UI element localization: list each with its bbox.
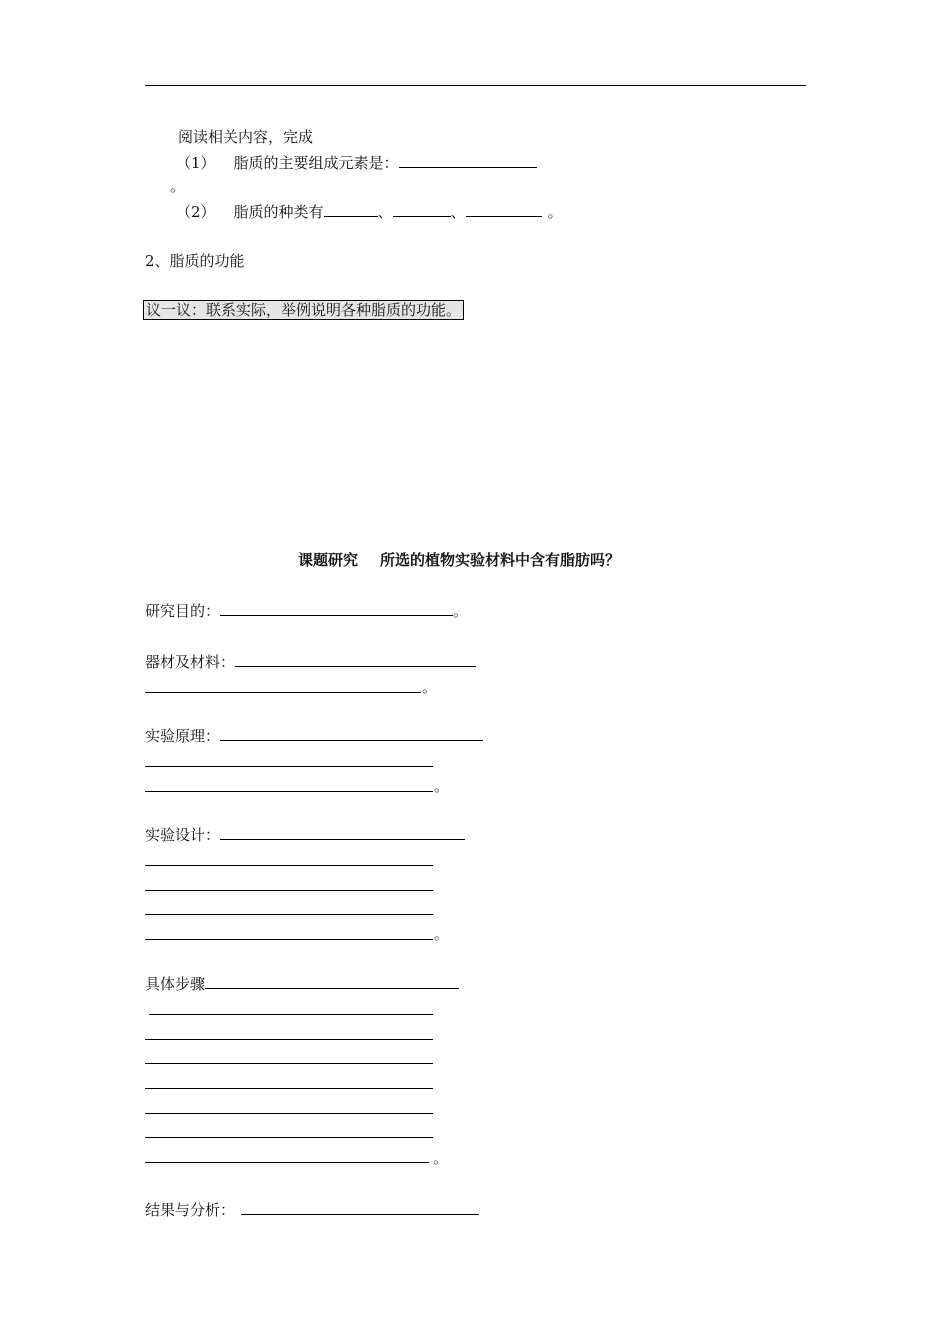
separator: 、 <box>450 203 466 221</box>
purpose-blank[interactable] <box>220 600 453 616</box>
question-1-end: 。 <box>170 177 186 195</box>
section-heading-2: 2、脂质的功能 <box>145 252 245 270</box>
question-2 <box>176 201 563 222</box>
design-line[interactable] <box>145 865 433 866</box>
question-2-text: 脂质的种类有 <box>233 203 324 221</box>
principle-line[interactable] <box>145 791 433 792</box>
topic-question: 所选的植物实验材料中含有脂肪吗？ <box>380 551 621 569</box>
discussion-text: 议一议：联系实际，举例说明各种脂质的功能。 <box>143 300 464 320</box>
steps-field <box>145 973 459 994</box>
period: 。 <box>433 1149 449 1167</box>
question-1-blank[interactable] <box>399 152 537 168</box>
header-rule <box>145 85 806 86</box>
steps-line[interactable] <box>145 1162 429 1163</box>
principle-label: 实验原理： <box>145 727 221 745</box>
results-label: 结果与分析： <box>145 1201 236 1219</box>
question-2-end: 。 <box>547 203 563 221</box>
design-blank[interactable] <box>220 824 465 840</box>
principle-field <box>145 725 483 746</box>
steps-line[interactable] <box>149 1014 433 1015</box>
materials-line[interactable] <box>145 692 421 693</box>
question-2-number: （2） <box>176 203 216 221</box>
question-1-number: （1） <box>176 154 216 172</box>
question-1 <box>176 152 537 173</box>
steps-line[interactable] <box>145 1063 433 1064</box>
question-2-blank-1[interactable] <box>324 201 378 217</box>
steps-label: 具体步骤 <box>145 975 206 993</box>
period: 。 <box>453 602 469 620</box>
design-field <box>145 824 465 845</box>
purpose-field <box>145 600 468 621</box>
steps-blank[interactable] <box>205 973 459 989</box>
materials-blank[interactable] <box>235 651 476 667</box>
design-label: 实验设计： <box>145 826 221 844</box>
purpose-label: 研究目的： <box>145 602 221 620</box>
design-line[interactable] <box>145 890 433 891</box>
materials-label: 器材及材料： <box>145 653 236 671</box>
question-1-text: 脂质的主要组成元素是： <box>233 154 399 172</box>
principle-line[interactable] <box>145 766 433 767</box>
topic-label: 课题研究 <box>298 551 359 569</box>
steps-line[interactable] <box>145 1088 433 1089</box>
results-field <box>145 1199 479 1220</box>
steps-line[interactable] <box>145 1113 433 1114</box>
separator: 、 <box>377 203 393 221</box>
question-2-blank-3[interactable] <box>466 201 542 217</box>
question-2-blank-2[interactable] <box>393 201 451 217</box>
steps-line[interactable] <box>145 1039 433 1040</box>
design-line[interactable] <box>145 914 433 915</box>
results-blank[interactable] <box>241 1199 479 1215</box>
period: 。 <box>434 925 450 943</box>
design-line[interactable] <box>145 939 433 940</box>
period: 。 <box>434 777 450 795</box>
principle-blank[interactable] <box>220 725 483 741</box>
discussion-box <box>143 300 464 320</box>
topic-title <box>298 550 620 570</box>
period: 。 <box>422 678 438 696</box>
materials-field <box>145 651 476 672</box>
intro-text: 阅读相关内容，完成 <box>178 128 314 146</box>
steps-line[interactable] <box>145 1137 433 1138</box>
